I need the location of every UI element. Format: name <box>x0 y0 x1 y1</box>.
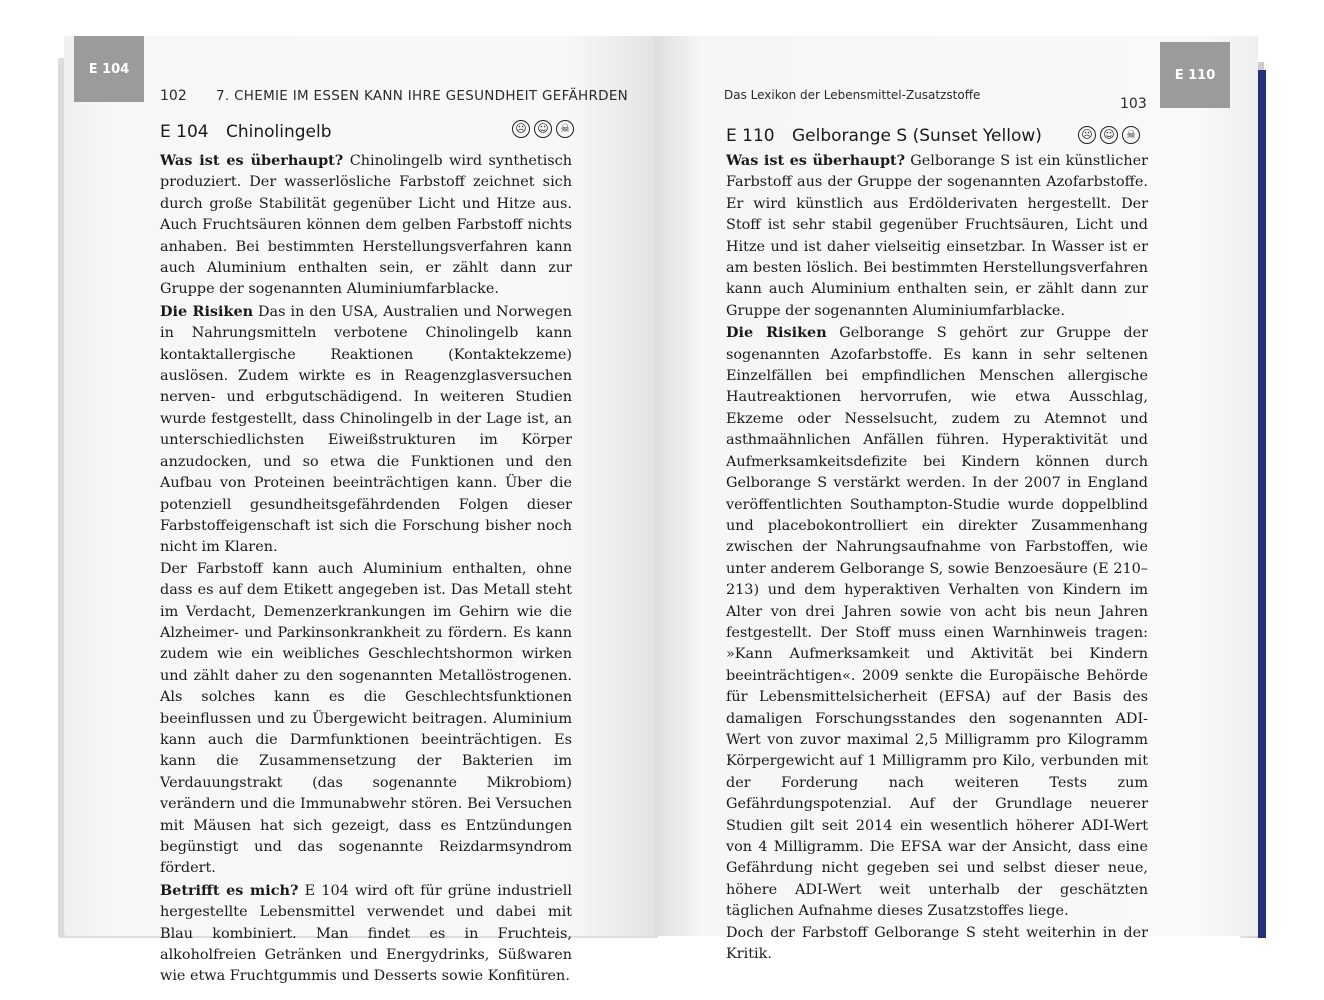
paragraph <box>726 923 1148 966</box>
paragraph <box>160 150 572 301</box>
paragraph-label: Betrifft es mich? <box>160 881 299 899</box>
rating-icons-left <box>512 120 574 138</box>
entry-code: E 104 <box>160 122 209 142</box>
body-text-right <box>726 150 1148 965</box>
paragraph <box>160 880 572 988</box>
paragraph-text: Chinolingelb wird synthetisch produziert. Der wasserlösliche Farbstoff zeichnet sich durch große Stabilität gegenüber Licht und Hitze aus. Auch Fruchtsäuren können dem gelben Farbstoff nichts anhaben. Bei bestimmten Herstellungsverfahren kann auch Aluminium enthalten sein, er zählt dann zur Gruppe der sogenannten Aluminiumfarblacke. <box>160 153 573 298</box>
running-head-right: Das Lexikon der Lebensmittel-Zusatzstoffe <box>724 88 981 102</box>
paragraph-text: Gelborange S ist ein künstlicher Farbstoff aus der Gruppe der sogenannten Azofarbstoffe. Er wird künstlich aus Erdölderivaten hergestellt. Der Stoff ist sehr stabil gegenüber Fruchtsäuren, Licht und Hitze und ist daher vielseitig einsetzbar. In Wasser ist er am besten löslich. Bei bestimmten Herstellungsverfahren kann auch Aluminium enthalten sein, er zählt dann zur Gruppe der sogenannten Aluminiumfarblacke. <box>726 153 1149 319</box>
page-number-left: 102 <box>160 88 187 104</box>
book-cover-edge <box>1258 70 1266 938</box>
paragraph <box>726 150 1148 322</box>
neutral-face-icon: ☺ <box>534 120 552 138</box>
skull-icon: ☠ <box>556 120 574 138</box>
sad-face-icon: ☹ <box>1078 126 1096 144</box>
paragraph-label: Was ist es überhaupt? <box>160 152 344 169</box>
thumb-index-tab-right: E 110 <box>1160 42 1230 108</box>
entry-name: Gelborange S (Sunset Yellow) <box>792 126 1042 146</box>
paragraph <box>160 559 572 880</box>
entry-code: E 110 <box>726 126 775 146</box>
entry-heading-left <box>160 122 332 142</box>
skull-icon: ☠ <box>1122 126 1140 144</box>
page-number-right: 103 <box>1120 96 1147 112</box>
neutral-face-icon: ☺ <box>1100 126 1118 144</box>
running-head-left: 7. CHEMIE IM ESSEN KANN IHRE GESUNDHEIT GEFÄHRDEN <box>216 88 629 104</box>
paragraph-text: Gelborange S gehört zur Gruppe der sogenannten Azofarbstoffe. Es kann in sehr seltenen Einzelfällen bei empfindlichen Menschen allergische Hautreaktionen hervorrufen, wie etwa Ausschlag, Ekzeme oder Nesselsucht, zudem zu Atemnot und asthmaähnlichen Anfällen führen. Hyperaktivität und Aufmerksamkeitsdefizite bei Kindern können durch Gelborange S verstärkt werden. In der 2007 in England veröffentlichten Southampton-Studie wurde doppelblind und placebokontrolliert ein direkter Zusammenhang zwischen der Nahrungsaufnahme von Farbstoffen, wie unter anderem Gelborange S, sowie Benzoesäure (E 210–213) und dem hyperaktiven Verhalten von Kindern im Alter von drei Jahren sowie von acht bis neun Jahren festgestellt. Der Stoff muss einen Warnhinweis tragen: »Kann Aufmerksamkeit und Aktivität bei Kindern beeinträchtigen«. 2009 senkte die Europäische Behörde für Lebensmittelsicherheit (EFSA) auf der Basis des damaligen Forschungsstandes den sogenannten ADI-Wert von zuvor maximal 2,5 Milligramm pro Kilogramm Körpergewicht auf 1 Milligramm pro Kilo, verbunden mit der Forderung nach weiteren Tests zum Gefährdungspotenzial. Auf der Grundlage neuerer Studien gilt seit 2014 ein wesentlich höherer ADI-Wert von 4 Milligramm. Die EFSA war der Ansicht, dass eine Gefährdung nicht gegeben sei und selbst dieser neue, höhere ADI-Wert weit unterhalb der geschätzten täglichen Aufnahme dieses Zusatzstoffes liege. <box>726 325 1148 920</box>
thumb-index-tab-left: E 104 <box>74 36 144 102</box>
paragraph-label: Was ist es überhaupt? <box>726 152 906 169</box>
paragraph-label: Die Risiken <box>160 302 254 320</box>
paragraph-text: Das in den USA, Australien und Norwegen in Nahrungsmitteln verbotene Chinolingelb kann kontaktallergische Reaktionen (Kontaktekzeme) auslösen. Zudem wirkte es in Reagenzglasversuchen nerven- und erbgutschädigend. In weiteren Studien wurde festgestellt, dass Chinolingelb in der Lage ist, an unterschiedlichsten Eiweißstrukturen im Körper anzudocken, und so etwa die Funktionen und den Aufbau von Proteinen beeinträchtigen kann. Über die potenziell gesundheitsgefährdenden Folgen dieser Farbstoffeigenschaft ist sich die Forschung bisher noch nicht im Klaren. <box>160 303 572 556</box>
paragraph-text: E 104 wird oft für grüne industriell hergestellte Lebensmittel verwendet und dabei mit Blau kombiniert. Man findet es in Fruchteis, alkoholfreien Getränken und Energydrinks, Süßwaren wie etwa Fruchtgummis und Desserts sowie Konfitüren. <box>160 882 572 985</box>
paragraph-text: Doch der Farbstoff Gelborange S steht weiterhin in der Kritik. <box>726 924 1148 963</box>
body-text-left <box>160 150 572 988</box>
paragraph-text: Der Farbstoff kann auch Aluminium enthalten, ohne dass es auf dem Etikett angegeben ist. Das Metall steht im Verdacht, Demenzerkrankungen im Gehirn wie die Alzheimer- und Parkinsonkrankheit zu fördern. Es kann zudem wie ein weibliches Geschlechtshormon wirken und zählt daher zu den sogenannten Metallöstrogenen. Als solches kann es die Geschlechtsfunktionen beeinflussen und zu Übergewicht beitragen. Aluminium kann auch die Darmfunktionen beeinträchtigen. Es kann die Zusammensetzung der Bakterien im Verdauungstrakt (das sogenannte Mikrobiom) verändern und die Immunabwehr stören. Bei Versuchen mit Mäusen hat sich gezeigt, dass es Entzündungen begünstigt und das sogenannte Reizdarmsyndrom fördert. <box>160 560 572 877</box>
rating-icons-right <box>1078 126 1140 144</box>
paragraph-label: Die Risiken <box>726 324 827 342</box>
paragraph <box>160 301 572 559</box>
entry-heading-right <box>726 126 1042 146</box>
paragraph <box>726 322 1148 922</box>
entry-name: Chinolingelb <box>226 122 332 142</box>
sad-face-icon: ☹ <box>512 120 530 138</box>
